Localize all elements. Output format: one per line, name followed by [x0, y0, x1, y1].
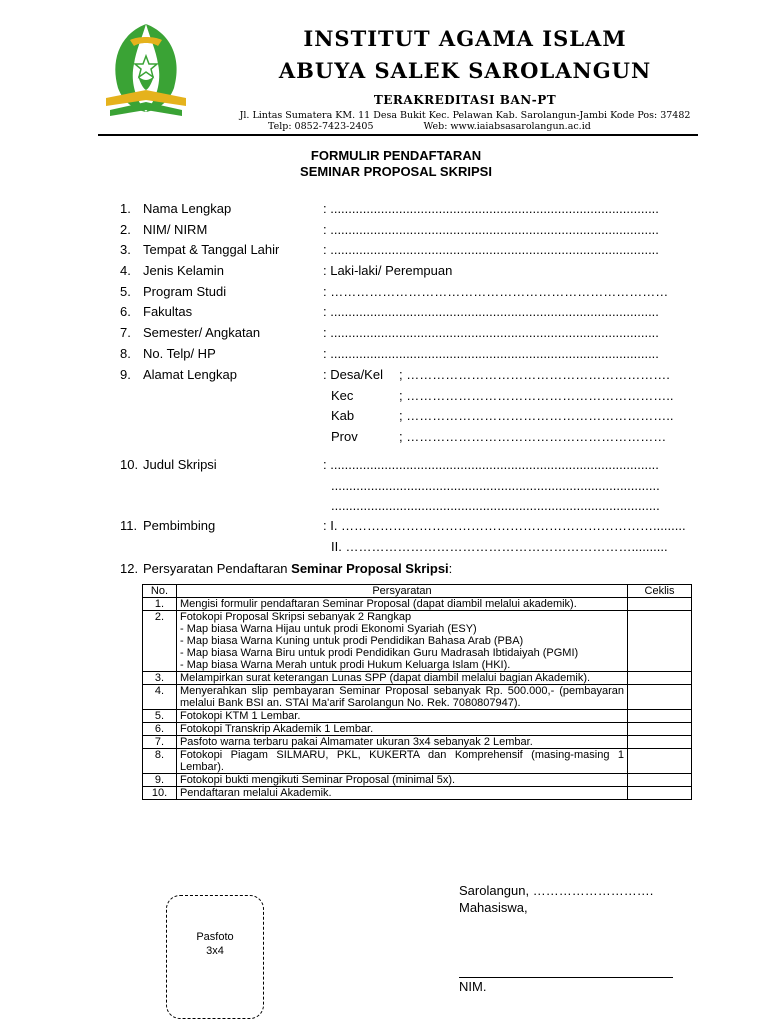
photo-size-label: 3x4: [206, 945, 224, 957]
field-label: Fakultas: [143, 304, 193, 319]
row-checkbox-cell[interactable]: [628, 749, 692, 774]
row-number: 3.: [143, 672, 177, 685]
table-row: [143, 774, 692, 787]
field-value-pembimbing-1[interactable]: : I. ……………………………………………………………….........: [323, 518, 686, 533]
field-label: No. Telp/ HP: [143, 346, 216, 361]
crescent-star-book-logo: [106, 24, 186, 116]
requirement-text: Fotokopi Proposal Skripsi sebanyak 2 Rangkap: [179, 611, 412, 623]
field-value-judul-line1[interactable]: : ...........................................................................................: [323, 457, 659, 472]
row-requirement: [176, 736, 627, 749]
contact-line: [268, 121, 591, 132]
field-label-pembimbing: Pembimbing: [143, 518, 216, 533]
website-text: Web: www.iaiabsasarolangun.ac.id: [423, 121, 591, 132]
field-value-pembimbing-2[interactable]: II. …………………………………………………………..........: [331, 539, 668, 554]
table-row: [143, 736, 692, 749]
requirement-subitem: - Map biasa Warna Biru untuk prodi Pendidikan Guru Madrasah Ibtidaiyah (PGMI): [179, 647, 579, 659]
nim-label: NIM.: [459, 979, 487, 994]
photo-label: Pasfoto: [196, 931, 234, 943]
table-row: [143, 672, 692, 685]
field-number: 1.: [120, 201, 131, 216]
field-value-prov[interactable]: ; ……………………………………………………: [399, 429, 667, 444]
requirement-subitem: - Map biasa Warna Merah untuk prodi Hukum Keluarga Islam (HKI).: [179, 659, 511, 671]
field-value-kab[interactable]: ; ……………………………………………………..: [399, 408, 674, 423]
requirements-label: [143, 561, 452, 576]
row-number: 9.: [143, 774, 177, 787]
row-number: 8.: [143, 749, 177, 774]
field-label-kab: Kab: [331, 408, 355, 423]
photo-placeholder-box: [166, 895, 264, 1019]
requirement-text: Melampirkan surat keterangan Lunas SPP (dapat diambil melalui bagian Akademik).: [179, 672, 591, 684]
field-value[interactable]: : ...........................................................................................: [323, 222, 659, 237]
requirement-subitem: - Map biasa Warna Kuning untuk prodi Pendidikan Bahasa Arab (PBA): [179, 635, 524, 647]
institute-logo: [100, 20, 192, 120]
field-label: Nama Lengkap: [143, 201, 232, 216]
requirement-text: Fotokopi KTM 1 Lembar.: [179, 710, 301, 722]
field-value[interactable]: : Laki-laki/ Perempuan: [323, 263, 453, 278]
row-checkbox-cell[interactable]: [628, 723, 692, 736]
field-label: NIM/ NIRM: [143, 222, 208, 237]
requirements-table: [142, 584, 692, 800]
field-number: 3.: [120, 242, 131, 257]
row-number: 10.: [143, 787, 177, 800]
field-label: Jenis Kelamin: [143, 263, 224, 278]
row-number: 5.: [143, 710, 177, 723]
row-requirement: [176, 685, 627, 710]
row-requirement: [176, 710, 627, 723]
field-label: Tempat & Tanggal Lahir: [143, 242, 280, 257]
field-value-judul-line3[interactable]: ...........................................................................................: [331, 498, 660, 513]
field-number: 8.: [120, 346, 131, 361]
field-number: 4.: [120, 263, 131, 278]
table-row: [143, 611, 692, 672]
requirement-text: Mengisi formulir pendaftaran Seminar Proposal (dapat diambil melalui akademik).: [179, 598, 577, 610]
field-value-kec[interactable]: ; ……………………………………………………..: [399, 388, 674, 403]
requirements-label-prefix: Persyaratan Pendaftaran: [143, 561, 292, 576]
field-label-desa: : Desa/Kel: [323, 367, 383, 382]
phone-text: Telp: 0852-7423-2405: [268, 121, 374, 132]
table-row: [143, 710, 692, 723]
field-value[interactable]: : ...........................................................................................: [323, 304, 659, 319]
signature-block: [459, 882, 653, 916]
header-persyaratan: Persyaratan: [176, 585, 627, 598]
requirement-text: Menyerahkan slip pembayaran Seminar Proposal sebanyak Rp. 500.000,- (pembayaran melalui Bank BSI an. STAI Ma'arif Sarolangun No. Rek. 7080807947).: [179, 685, 625, 709]
table-row: [143, 723, 692, 736]
row-requirement: [176, 611, 627, 672]
field-number: 12.: [120, 561, 139, 576]
row-requirement: [176, 672, 627, 685]
row-checkbox-cell[interactable]: [628, 736, 692, 749]
header-divider: [98, 134, 698, 136]
requirements-label-bold: Seminar Proposal Skripsi: [291, 561, 449, 576]
row-number: 6.: [143, 723, 177, 736]
header-no: No.: [143, 585, 177, 598]
field-value[interactable]: : ...........................................................................................: [323, 346, 659, 361]
field-number: 7.: [120, 325, 131, 340]
field-value-judul-line2[interactable]: ...........................................................................................: [331, 478, 660, 493]
row-checkbox-cell[interactable]: [628, 685, 692, 710]
row-requirement: [176, 787, 627, 800]
institution-address: Jl. Lintas Sumatera KM. 11 Desa Bukit Kec. Pelawan Kab. Sarolangun-Jambi Kode Pos: 37482: [239, 110, 691, 121]
requirement-text: Pendaftaran melalui Akademik.: [179, 787, 332, 799]
field-value-desa[interactable]: ; …………………………………………………….: [399, 367, 670, 382]
row-checkbox-cell[interactable]: [628, 774, 692, 787]
form-title-line1: FORMULIR PENDAFTARAN: [310, 148, 482, 163]
row-number: 7.: [143, 736, 177, 749]
field-value[interactable]: : ……………………………………………………………………: [323, 284, 669, 299]
signature-line[interactable]: [459, 977, 673, 978]
row-checkbox-cell[interactable]: [628, 787, 692, 800]
row-number: 4.: [143, 685, 177, 710]
row-requirement: [176, 723, 627, 736]
place-date[interactable]: Sarolangun, ……………………….: [459, 883, 654, 898]
row-number: 1.: [143, 598, 177, 611]
form-title-line2: SEMINAR PROPOSAL SKRIPSI: [300, 164, 492, 179]
field-number: 10.: [120, 457, 139, 472]
row-checkbox-cell[interactable]: [628, 611, 692, 672]
requirement-text: Pasfoto warna terbaru pakai Almamater ukuran 3x4 sebanyak 2 Lembar.: [179, 736, 533, 748]
row-checkbox-cell[interactable]: [628, 598, 692, 611]
row-number: 2.: [143, 611, 177, 672]
requirement-text: Fotokopi bukti mengikuti Seminar Proposal (minimal 5x).: [179, 774, 456, 786]
field-label: Program Studi: [143, 284, 227, 299]
row-requirement: [176, 774, 627, 787]
field-number: 6.: [120, 304, 131, 319]
signature-role: Mahasiswa,: [459, 900, 528, 915]
requirement-subitem: - Map biasa Warna Hijau untuk prodi Ekonomi Syariah (ESY): [179, 623, 477, 635]
requirement-text: Fotokopi Piagam SILMARU, PKL, KUKERTA dan Komprehensif (masing-masing 1 Lembar).: [179, 749, 625, 773]
field-label-prov: Prov: [331, 429, 358, 444]
field-number: 11.: [120, 518, 138, 533]
table-row: [143, 685, 692, 710]
field-label: Semester/ Angkatan: [143, 325, 261, 340]
field-label-alamat: Alamat Lengkap: [143, 367, 237, 382]
row-checkbox-cell[interactable]: [628, 710, 692, 723]
institution-name-line2: ABUYA SALEK SAROLANGUN: [278, 58, 652, 83]
table-row: [143, 598, 692, 611]
row-requirement: [176, 749, 627, 774]
accreditation-text: TERAKREDITASI BAN-PT: [373, 93, 557, 107]
table-header-row: [143, 585, 692, 598]
requirement-text: Fotokopi Transkrip Akademik 1 Lembar.: [179, 723, 374, 735]
field-label-kec: Kec: [331, 388, 354, 403]
table-row: [143, 787, 692, 800]
row-checkbox-cell[interactable]: [628, 672, 692, 685]
header-ceklis: Ceklis: [628, 585, 692, 598]
row-requirement: [176, 598, 627, 611]
field-label-judul: Judul Skripsi: [143, 457, 217, 472]
field-value[interactable]: : ...........................................................................................: [323, 242, 659, 257]
field-number: 5.: [120, 284, 131, 299]
field-number: 9.: [120, 367, 131, 382]
requirements-label-suffix: :: [448, 561, 453, 576]
field-value[interactable]: : ...........................................................................................: [323, 325, 659, 340]
institution-name-line1: INSTITUT AGAMA ISLAM: [303, 26, 627, 51]
table-row: [143, 749, 692, 774]
field-number: 2.: [120, 222, 131, 237]
field-value[interactable]: : ...........................................................................................: [323, 201, 659, 216]
